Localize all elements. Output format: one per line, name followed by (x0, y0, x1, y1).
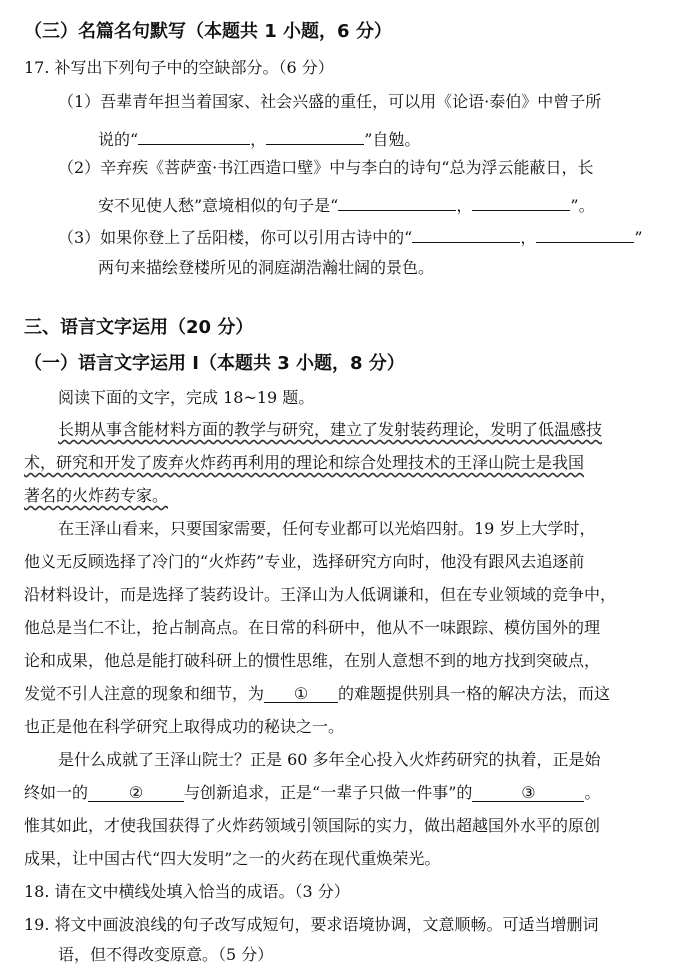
wavy-sentence-line: 术，研究和开发了废弃火炸药再利用的理论和综合处理技术的王泽山院士是我国 (24, 453, 585, 472)
answer-blank[interactable] (536, 222, 634, 243)
paragraph-text: 终如一的 (24, 783, 89, 802)
answer-blank[interactable] (412, 222, 520, 243)
answer-blank[interactable] (266, 124, 364, 145)
wavy-sentence-line: 著名的火炸药专家。 (24, 486, 169, 505)
q17-part1-prefix: 说的“ (98, 130, 139, 149)
answer-blank[interactable] (338, 190, 456, 211)
answer-blank[interactable] (472, 190, 570, 211)
q17-part3-line2: 两句来描绘登楼所见的洞庭湖浩瀚壮阔的景色。 (98, 258, 435, 277)
q17-part3-suffix: ” (634, 228, 643, 247)
question-19-line2: 语，但不得改变原意。（5 分） (58, 945, 274, 964)
q17-part3-separator: ， (520, 228, 537, 247)
question-19-line1: 19. 将文中画波浪线的句子改写成短句，要求语境协调，文意顺畅。可适当增删词 (24, 915, 599, 934)
q17-part1-separator: ， (250, 130, 267, 149)
paragraph-text: 。 (584, 783, 601, 802)
answer-blank-3[interactable]: ③ (472, 781, 584, 802)
paragraph-line: 沿材料设计，而是选择了装药设计。王泽山为人低调谦和，但在专业领域的竞争中， (24, 585, 617, 604)
answer-blank[interactable] (138, 124, 250, 145)
question-18: 18. 请在文中横线处填入恰当的成语。（3 分） (24, 882, 350, 901)
paragraph-line: 也正是他在科学研究上取得成功的秘诀之一。 (24, 717, 345, 736)
paragraph-line (24, 781, 600, 805)
heading-section-three: 三、语言文字运用（20 分） (24, 317, 254, 338)
q17-part2-line2 (98, 190, 595, 218)
q17-part2-prefix: 安不见使人愁”意境相似的句子是“ (98, 196, 339, 215)
paragraph-line (24, 682, 610, 706)
question-17-stem: 17. 补写出下列句子中的空缺部分。（6 分） (24, 58, 334, 77)
paragraph-line: 惟其如此，才使我国获得了火炸药领域引领国际的实力，做出超越国外水平的原创 (24, 816, 601, 835)
answer-blank-1[interactable]: ① (264, 682, 338, 703)
q17-part2-suffix: ”。 (570, 196, 595, 215)
q17-part2-separator: ， (456, 196, 473, 215)
q17-part1-line1: （1）吾辈青年担当着国家、社会兴盛的重任，可以用《论语·泰伯》中曾子所 (58, 92, 602, 111)
q17-part2-line1: （2）辛弃疾《菩萨蛮·书江西造口壁》中与李白的诗句“总为浮云能蔽日，长 (58, 158, 594, 177)
q17-part1-suffix: ”自勉。 (364, 130, 421, 149)
paragraph-line: 论和成果，他总是能打破科研上的惯性思维，在别人意想不到的地方找到突破点， (24, 651, 601, 670)
paragraph-line: 他总是当仁不让，抢占制高点。在日常的科研中，他从不一味跟踪、模仿国外的理 (24, 618, 601, 637)
answer-blank-2[interactable]: ② (88, 781, 184, 802)
wavy-sentence-line: 长期从事含能材料方面的教学与研究，建立了发射装药理论，发明了低温感技 (58, 420, 603, 439)
q17-part1-line2 (98, 124, 420, 152)
reading-instruction: 阅读下面的文字，完成 18~19 题。 (58, 388, 315, 407)
paragraph-text: 的难题提供别具一格的解决方法，而这 (338, 684, 611, 703)
paragraph-text: 与创新追求，正是“一辈子只做一件事”的 (184, 783, 473, 802)
heading-language-use-1: （一）语言文字运用 I（本题共 3 小题，8 分） (24, 353, 405, 374)
q17-part3-prefix: （3）如果你登上了岳阳楼，你可以引用古诗中的“ (58, 228, 413, 247)
paragraph-line: 成果，让中国古代“四大发明”之一的火药在现代重焕荣光。 (24, 849, 441, 868)
paragraph-text: 发觉不引人注意的现象和细节，为 (24, 684, 265, 703)
paragraph-line: 在王泽山看来，只要国家需要，任何专业都可以光焰四射。19 岁上大学时， (58, 519, 596, 538)
q17-part3-line1 (58, 222, 643, 250)
paragraph-line: 他义无反顾选择了冷门的“火炸药”专业，选择研究方向时，他没有跟风去追逐前 (24, 552, 585, 571)
heading-famous-quotes: （三）名篇名句默写（本题共 1 小题，6 分） (24, 21, 392, 42)
paragraph-line: 是什么成就了王泽山院士？正是 60 多年全心投入火炸药研究的执着，正是始 (58, 750, 601, 769)
